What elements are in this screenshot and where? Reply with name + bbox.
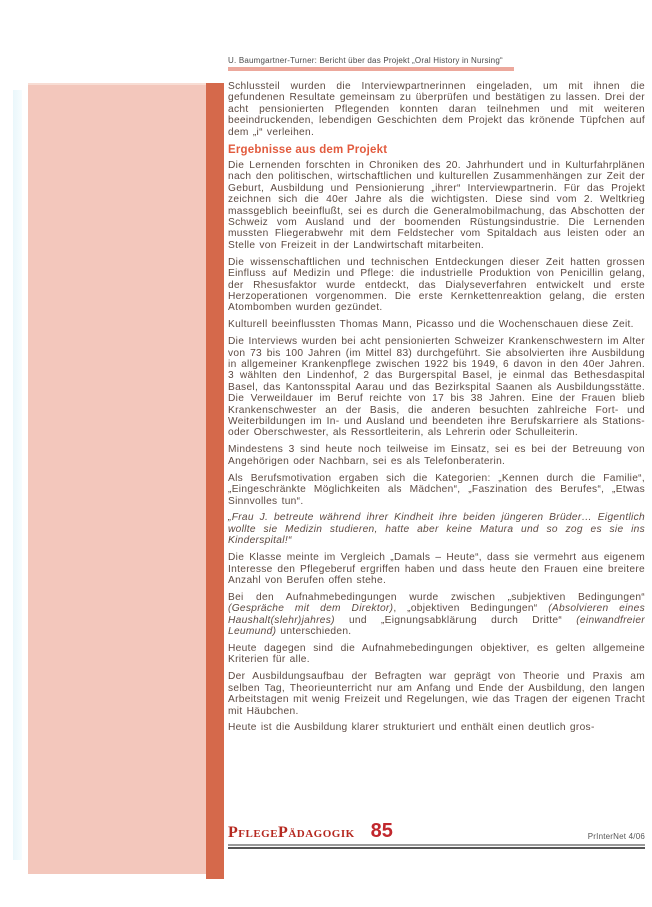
paragraph: Die wissenschaftlichen und technischen Entdeckungen dieser Zeit hatten grossen Einfluss auf Medizin und Pflege: die industrielle Produktion von Penicillin gelang, der Rhesusfaktor wurde entdeckt, das Dialyseverfahren entwickelt und erste Herzoperationen vorgenommen. Die erste Kernkettenreaktion gelang, die ersten Atombomben wurden gezündet. xyxy=(228,256,645,314)
page-footer xyxy=(228,820,645,849)
issue-label: PrInterNet 4/06 xyxy=(587,832,645,841)
paragraph: Die Interviews wurden bei acht pensionierten Schweizer Krankenschwestern im Alter von 73 bis 100 Jahren (im Mittel 83) durchgeführt. Sie absolvierten ihre Ausbildung in allgemeiner Krankenpflege zwischen 1922 bis 1949, 6 davon in den 40er Jahren. 3 wählten den Lindenhof, 2 das Burgerspital Basel, je einmal das Bethesdaspital Basel, das Kantonsspital Aarau und das Bezirkspital Saanen als Ausbildungsstätte. Die Verweildauer im Beruf reichte von 17 bis 38 Jahren. Eine der Frauen blieb Krankenschwester an der Basis, die anderen besuchten zahlreiche Fort- und Weiterbildungen im In- und Ausland und beendeten ihre Berufskarriere als Stations- oder Oberschwester, als Ressortleiterin, als Lehrerin oder Schulleiterin. xyxy=(228,336,645,439)
paragraph: Kulturell beeinflussten Thomas Mann, Picasso und die Wochenschauen diese Zeit. xyxy=(228,319,634,331)
page-number: 85 xyxy=(370,820,393,842)
paragraph: Der Ausbildungsaufbau der Befragten war geprägt von Theorie und Praxis am selben Tag, Theorieunterricht nur am Anfang und Ende der Ausbildung, den langen Arbeitstagen mit wenig Freizeit und Regelungen, wie das Tragen der eigenen Tracht mit Häubchen. xyxy=(228,671,645,717)
journal-name: PflegePädagogik xyxy=(228,824,355,841)
article-column xyxy=(228,56,645,739)
paragraph: Mindestens 3 sind heute noch teilweise im Einsatz, sei es bei der Betreuung von Angehörigen oder Nachbarn, sei es als Telefonberaterin. xyxy=(228,444,645,467)
paragraph: Schlussteil wurden die Interviewpartnerinnen eingeladen, um mit ihnen die gefundenen Resultate gemeinsam zu überprüfen und bestätigen zu lassen. Drei der acht pensionierten Pflegenden konnten daran teilnehmen und mit weiteren beeindruckenden, lebendigen Geschichten dem Projekt das krönende Tüpfchen auf dem „i“ verleihen. xyxy=(228,81,645,138)
header-underline-bar xyxy=(228,67,514,71)
paragraph: Die Klasse meinte im Vergleich „Damals – Heute“, dass sie vermehrt aus eigenem Interesse den Pflegeberuf ergriffen haben und dass heute den Frauen eine breitere Anzahl von Berufen offen stehe. xyxy=(228,552,645,586)
sidebar-pink-panel xyxy=(28,83,206,874)
paragraph: Als Berufsmotivation ergaben sich die Kategorien: „Kennen durch die Familie“, „Eingeschränkte Möglichkeiten als Mädchen“, „Faszination des Berufes“, „Etwas Sinnvolles tun“. xyxy=(228,472,645,507)
paragraph: Heute ist die Ausbildung klarer strukturiert und enthält einen deutlich gros- xyxy=(228,722,595,734)
footer-double-rule xyxy=(228,844,645,849)
scan-edge-artifact xyxy=(13,90,22,860)
paragraph: Bei den Aufnahmebedingungen wurde zwischen „subjektiven Bedingungen“ (Gespräche mit dem Direktor), „objektiven Bedingungen“ (Absolvieren eines Haushalt(slehr)jahres) und „Eignungsabklärung durch Dritte“ (einwandfreier Leumund) unterschieden. xyxy=(228,591,645,638)
sidebar-accent-strip xyxy=(206,83,224,879)
article-body xyxy=(228,81,645,734)
section-heading: Ergebnisse aus dem Projekt xyxy=(228,144,388,157)
paragraph: „Frau J. betreute während ihrer Kindheit ihre beiden jüngeren Brüder… Eigentlich wollte sie Medizin studieren, hatte aber keine Matura und so zog es sie ins Kinderspital!“ xyxy=(228,512,645,547)
paragraph: Die Lernenden forschten in Chroniken des 20. Jahrhundert und in Kulturfahrplänen nach den politischen, wirtschaftlichen und kulturellen Zusammenhängen zur Zeit der Geburt, Ausbildung und Pensionierung „ihrer“ Interviewpartnerin. Für das Projekt zeichnen sich die 40er Jahre als die wichtigsten. Diese sind vom 2. Weltkrieg massgeblich beeinflußt, sei es durch die Generalmobilmachung, das Abschotten der Schweiz vom Ausland und der boomenden Rüstungsindustrie. Die Lernenden mussten Fliegerabwehr mit dem Feldstecher vom Spitaldach aus leisten oder an Stelle von Freizeit in der Landwirtschaft mitarbeiten. xyxy=(228,160,645,251)
paragraph: Heute dagegen sind die Aufnahmebedingungen objektiver, es gelten allgemeine Kriterien für alle. xyxy=(228,642,645,666)
running-header: U. Baumgartner-Turner: Bericht über das Projekt „Oral History in Nursing“ xyxy=(228,56,503,65)
